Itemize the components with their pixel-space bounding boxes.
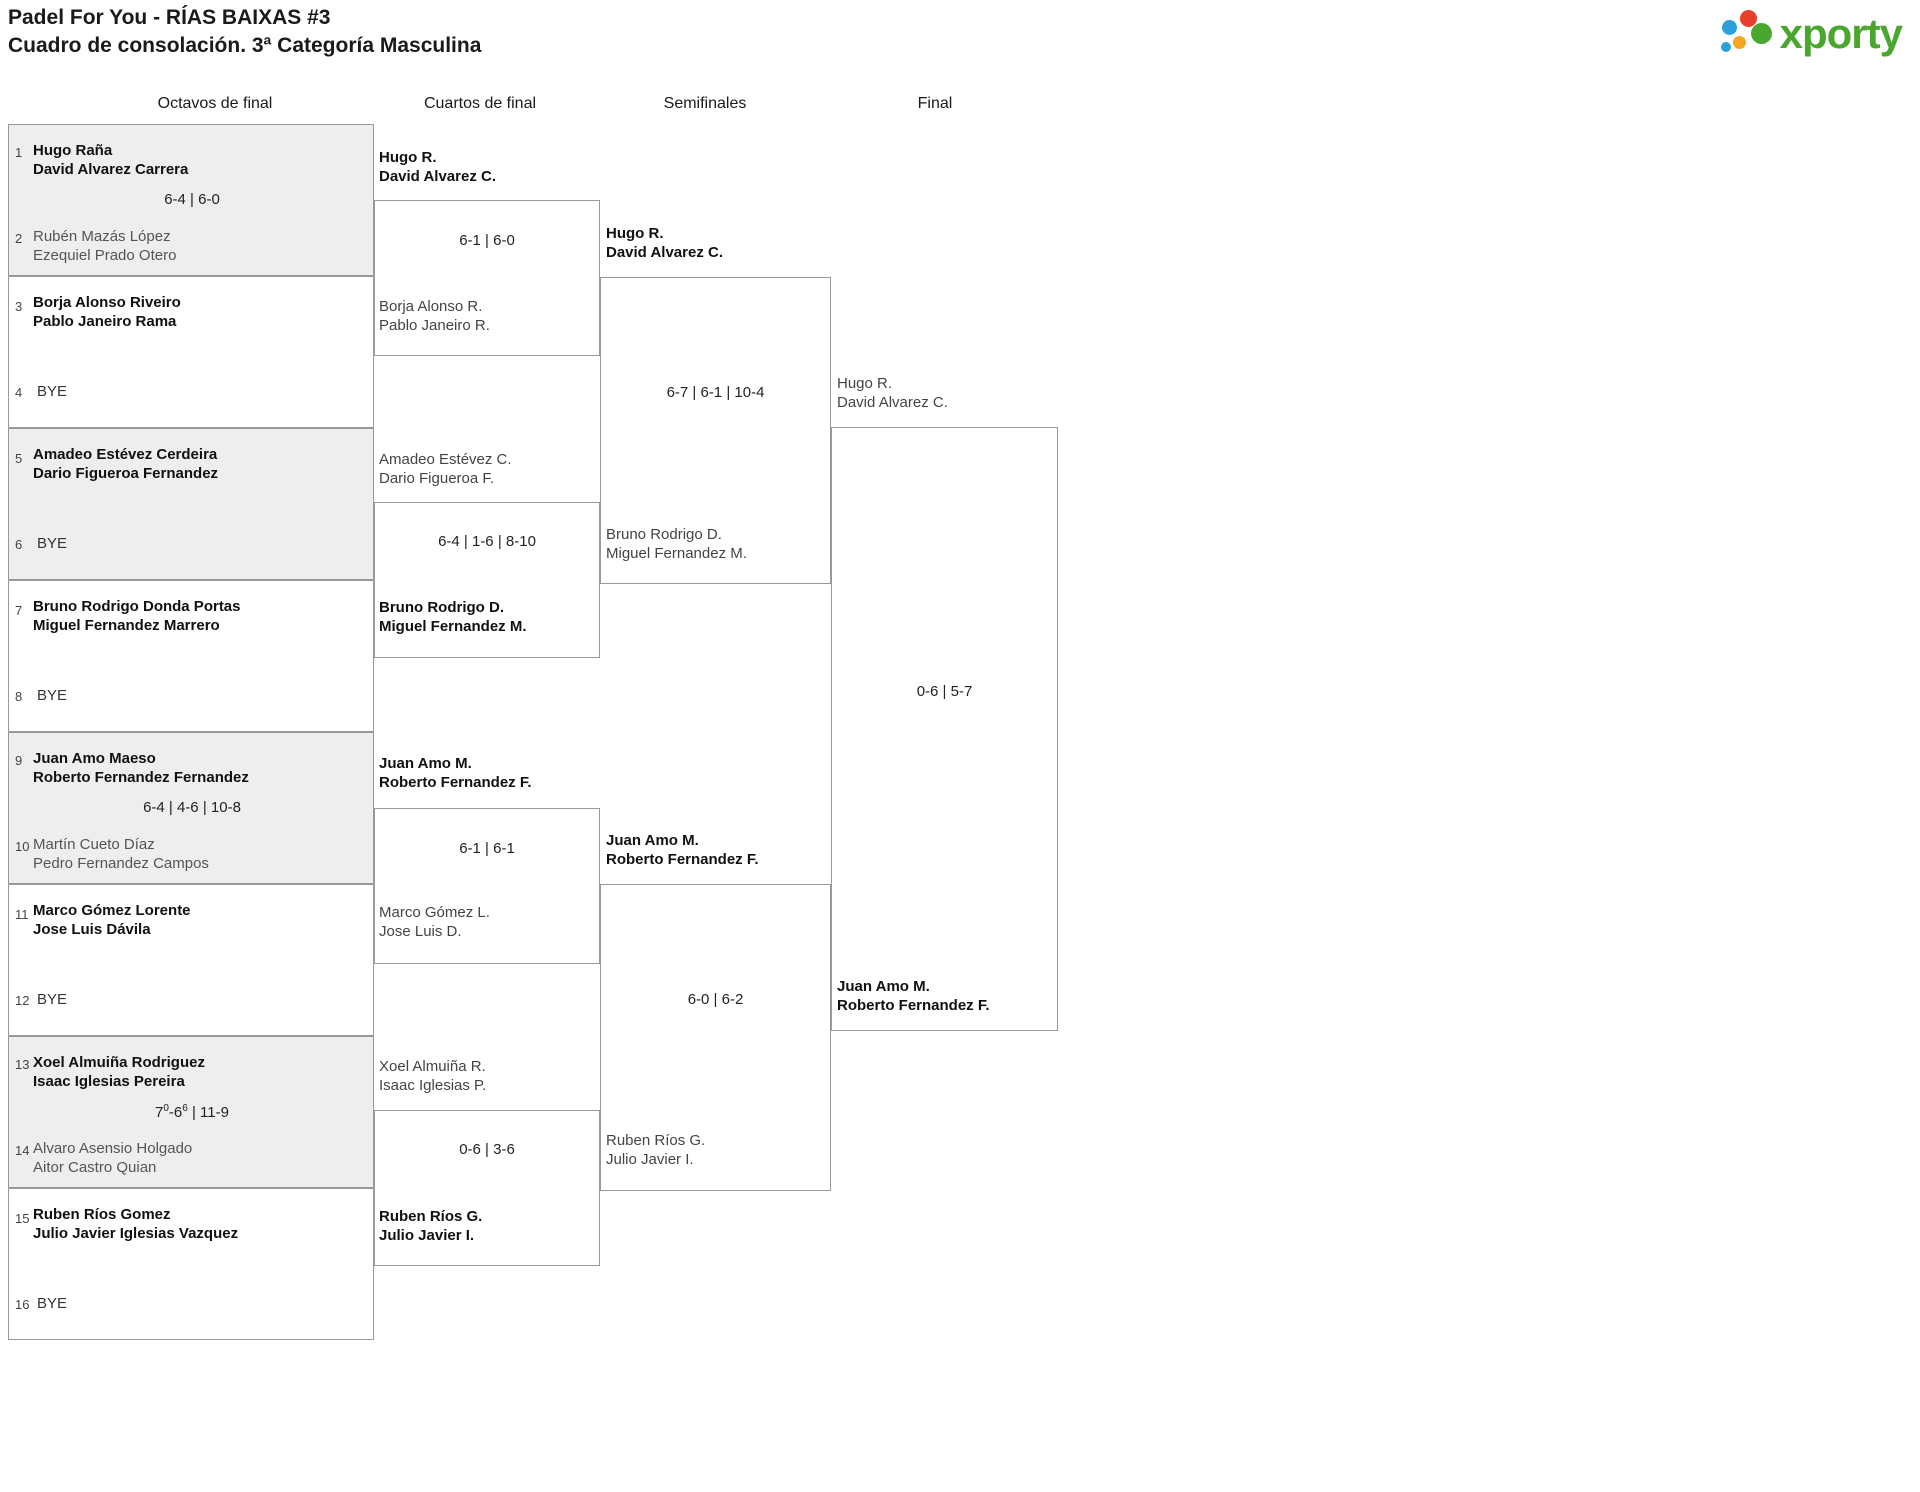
- seed-number: 9: [15, 753, 23, 768]
- player-name: Roberto Fernandez F.: [837, 997, 990, 1014]
- seed-number: 15: [15, 1211, 30, 1226]
- player-name: Julio Javier I.: [379, 1227, 475, 1244]
- player-name: Pablo Janeiro Rama: [33, 313, 177, 330]
- player-name: Pedro Fernandez Campos: [33, 855, 209, 872]
- player-name: Roberto Fernandez F.: [379, 774, 532, 791]
- player-name: Miguel Fernandez M.: [379, 618, 527, 635]
- player-name: Ruben Ríos Gomez: [33, 1206, 171, 1223]
- player-name: Juan Amo Maeso: [33, 750, 156, 767]
- r1-match-8[interactable]: [8, 1188, 374, 1340]
- player-name: Jose Luis D.: [379, 923, 462, 940]
- player-name: David Alvarez C.: [606, 244, 723, 261]
- player-name: Amadeo Estévez C.: [379, 451, 512, 468]
- match-score: 6-1 | 6-1: [459, 840, 515, 857]
- seed-number: 4: [15, 385, 23, 400]
- player-name: Bruno Rodrigo D.: [606, 526, 722, 543]
- player-name: Hugo R.: [606, 225, 664, 242]
- seed-number: 7: [15, 603, 23, 618]
- match-score: 6-7 | 6-1 | 10-4: [666, 384, 765, 401]
- player-name: Bruno Rodrigo Donda Portas: [33, 598, 241, 615]
- player-name: David Alvarez Carrera: [33, 161, 189, 178]
- player-name: Dario Figueroa F.: [379, 470, 495, 487]
- match-score: 0-6 | 5-7: [916, 683, 973, 700]
- round-label-semifinales: Semifinales: [663, 95, 747, 112]
- player-name: Juan Amo M.: [379, 755, 472, 772]
- tournament-subtitle: Cuadro de consolación. 3ª Categoría Masculina: [8, 34, 482, 57]
- match-score: 6-4 | 1-6 | 8-10: [438, 533, 536, 550]
- match-score: 6-0 | 6-2: [687, 991, 744, 1008]
- match-score: 0-6 | 3-6: [459, 1141, 515, 1158]
- player-name: Ruben Ríos G.: [606, 1132, 706, 1149]
- player-name: Hugo Raña: [33, 142, 113, 159]
- player-name: Hugo R.: [837, 375, 893, 392]
- player-name: Ezequiel Prado Otero: [33, 247, 177, 264]
- bye-label: BYE: [37, 1295, 68, 1312]
- player-name: Isaac Iglesias P.: [379, 1077, 487, 1094]
- player-name: Alvaro Asensio Holgado: [33, 1140, 193, 1157]
- player-name: Julio Javier Iglesias Vazquez: [33, 1225, 239, 1242]
- seed-number: 1: [15, 145, 23, 160]
- player-name: Amadeo Estévez Cerdeira: [33, 446, 218, 463]
- match-score: 6-1 | 6-0: [459, 232, 515, 249]
- r1-match-2[interactable]: [8, 276, 374, 428]
- seed-number: 2: [15, 231, 23, 246]
- player-name: Dario Figueroa Fernandez: [33, 465, 219, 482]
- r1-match-5[interactable]: [8, 732, 374, 884]
- player-name: Aitor Castro Quian: [33, 1159, 157, 1176]
- player-name: Martín Cueto Díaz: [33, 836, 155, 853]
- player-name: Juan Amo M.: [837, 978, 930, 995]
- round-label-cuartos: Cuartos de final: [423, 95, 537, 112]
- player-name: Juan Amo M.: [606, 832, 699, 849]
- seed-number: 8: [15, 689, 23, 704]
- player-name: Bruno Rodrigo D.: [379, 599, 504, 616]
- seed-number: 12: [15, 993, 30, 1008]
- bye-label: BYE: [37, 991, 68, 1008]
- tournament-title: Padel For You - RÍAS BAIXAS #3: [8, 6, 331, 29]
- player-name: Jose Luis Dávila: [33, 921, 151, 938]
- seed-number: 3: [15, 299, 23, 314]
- player-name: Miguel Fernandez Marrero: [33, 617, 220, 634]
- match-score: $7^0-6^6$ | 11-9: [155, 1103, 229, 1121]
- logo-text: xporty: [1779, 10, 1902, 57]
- player-name: Xoel Almuiña R.: [379, 1058, 486, 1075]
- player-name: Rubén Mazás López: [33, 228, 171, 245]
- r1-match-6[interactable]: [8, 884, 374, 1036]
- r1-match-7[interactable]: [8, 1036, 374, 1188]
- player-name: Borja Alonso Riveiro: [33, 294, 181, 311]
- player-name: Marco Gómez L.: [379, 904, 490, 921]
- r1-match-3[interactable]: [8, 428, 374, 580]
- player-name: Julio Javier I.: [606, 1151, 694, 1168]
- bye-label: BYE: [37, 687, 68, 704]
- bye-label: BYE: [37, 383, 68, 400]
- match-score: 6-4 | 6-0: [164, 191, 220, 208]
- player-name: Marco Gómez Lorente: [33, 902, 191, 919]
- player-name: Borja Alonso R.: [379, 298, 483, 315]
- player-name: David Alvarez C.: [837, 394, 948, 411]
- seed-number: 5: [15, 451, 23, 466]
- seed-number: 10: [15, 839, 30, 854]
- match-score: 6-4 | 4-6 | 10-8: [143, 799, 241, 816]
- round-label-octavos: Octavos de final: [157, 95, 273, 112]
- player-name: Xoel Almuiña Rodriguez: [33, 1054, 205, 1071]
- seed-number: 16: [15, 1297, 30, 1312]
- seed-number: 14: [15, 1143, 30, 1158]
- player-name: Hugo R.: [379, 149, 437, 166]
- player-name: David Alvarez C.: [379, 168, 496, 185]
- seed-number: 13: [15, 1057, 30, 1072]
- player-name: Pablo Janeiro R.: [379, 317, 490, 334]
- player-name: Roberto Fernandez F.: [606, 851, 759, 868]
- seed-number: 6: [15, 537, 23, 552]
- player-name: Ruben Ríos G.: [379, 1208, 483, 1225]
- player-name: Roberto Fernandez Fernandez: [33, 769, 249, 786]
- r1-match-4[interactable]: [8, 580, 374, 732]
- seed-number: 11: [15, 907, 29, 922]
- bye-label: BYE: [37, 535, 68, 552]
- player-name: Isaac Iglesias Pereira: [33, 1073, 185, 1090]
- round-label-final: Final: [917, 95, 953, 112]
- player-name: Miguel Fernandez M.: [606, 545, 747, 562]
- r1-match-1[interactable]: [8, 124, 374, 276]
- final-match-connector: [831, 427, 1058, 1031]
